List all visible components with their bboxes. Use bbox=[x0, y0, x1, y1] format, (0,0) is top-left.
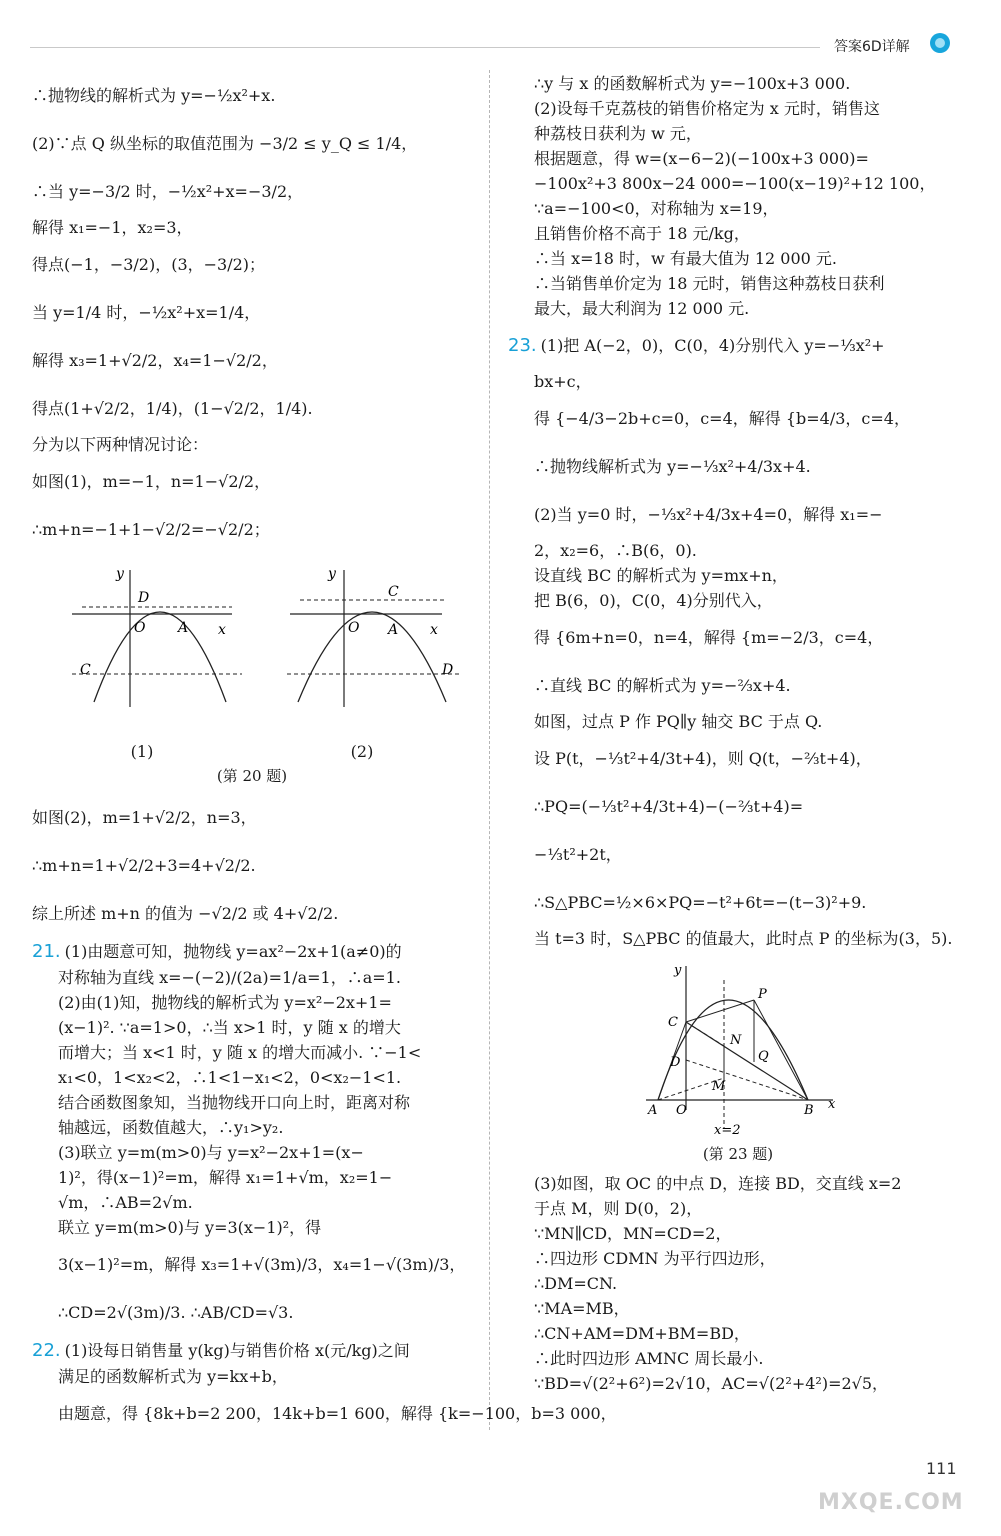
text-line: ∴S△PBC=½×6×PQ=−t²+6t=−(t−3)²+9. bbox=[534, 893, 867, 912]
header-label: 答案6D详解 bbox=[834, 39, 910, 55]
svg-text:x: x bbox=[430, 622, 438, 638]
text-line: (3)联立 y=m(m>0)与 y=x²−2x+1=(x− bbox=[58, 1142, 364, 1162]
text-line: −⅓t²+2t， bbox=[534, 845, 622, 864]
text-line: 综上所述 m+n 的值为 −√2/2 或 4+√2/2. bbox=[32, 903, 339, 923]
text-line: 最大，最大利润为 12 000 元. bbox=[534, 299, 750, 318]
text-line: (2)当 y=0 时，−⅓x²+4/3x+4=0，解得 x₁=− bbox=[534, 505, 883, 524]
logo-icon bbox=[930, 33, 950, 53]
text-line: 对称轴为直线 x=−(−2)/(2a)=1/a=1，∴a=1. bbox=[58, 967, 401, 987]
question-22-number: 22. bbox=[32, 1339, 61, 1361]
watermark: MXQE.COM bbox=[818, 1490, 964, 1515]
figure-23 bbox=[628, 960, 968, 1166]
svg-text:P: P bbox=[758, 987, 767, 1002]
svg-text:A: A bbox=[648, 1103, 658, 1118]
figure-20-label-1: (1) bbox=[130, 741, 154, 761]
graph-2 bbox=[287, 566, 462, 707]
text-line: √m，∴AB=2√m. bbox=[58, 1192, 193, 1212]
svg-text:B: B bbox=[804, 1103, 814, 1118]
figure-20-caption: (第 20 题) bbox=[216, 766, 288, 785]
svg-text:D: D bbox=[442, 662, 454, 678]
text-line: ∴m+n=−1+1−√2/2=−√2/2； bbox=[32, 520, 270, 539]
text-line: ∴当销售单价定为 18 元时，销售这种荔枝日获利 bbox=[534, 274, 885, 293]
header-rule bbox=[30, 47, 820, 48]
text-line: ∴CD=2√(3m)/3. ∴AB/CD=√3. bbox=[58, 1302, 294, 1322]
column-divider bbox=[489, 70, 490, 1430]
text-line: ∴当 x=18 时，w 有最大值为 12 000 元. bbox=[534, 249, 837, 268]
text-line: 得点(−1，−3/2)，(3，−3/2)； bbox=[32, 255, 266, 274]
svg-text:O: O bbox=[348, 620, 360, 636]
text-line: 设直线 BC 的解析式为 y=mx+n， bbox=[534, 566, 788, 585]
svg-text:Q: Q bbox=[758, 1049, 769, 1064]
text-line: 2，x₂=6，∴B(6，0). bbox=[534, 541, 697, 560]
text-line: ∴抛物线的解析式为 y=−½x²+x. bbox=[32, 86, 276, 105]
text-line: ∴CN+AM=DM+BM=BD， bbox=[534, 1324, 750, 1344]
svg-text:y: y bbox=[116, 566, 124, 582]
text-line: 得 {−4/3−2b+c=0，c=4，解得 {b=4/3，c=4， bbox=[534, 409, 910, 428]
question-23-line bbox=[508, 322, 968, 370]
text-line: 把 B(6，0)，C(0，4)分别代入， bbox=[534, 591, 773, 610]
text-line: 且销售价格不高于 18 元/kg， bbox=[534, 224, 750, 243]
text-line: (2)由(1)知，抛物线的解析式为 y=x²−2x+1= bbox=[58, 992, 392, 1012]
text-line: 而增大；当 x<1 时，y 随 x 的增大而减小. ∵−1< bbox=[58, 1042, 422, 1062]
question-23-number: 23. bbox=[508, 335, 537, 356]
text-line: 得点(1+√2/2，1/4)，(1−√2/2，1/4). bbox=[32, 399, 313, 418]
text-line: ∵MN∥CD，MN=CD=2， bbox=[534, 1224, 732, 1244]
text-line: 轴越远，函数值越大，∴y₁>y₂. bbox=[58, 1117, 284, 1137]
text-line: ∴m+n=1+√2/2+3=4+√2/2. bbox=[32, 855, 256, 875]
graph-1 bbox=[72, 566, 242, 707]
text-line: ∵BD=√(2²+6²)=2√10，AC=√(2²+4²)=2√5， bbox=[534, 1374, 889, 1394]
right-column bbox=[508, 72, 968, 1397]
text-line: x₁<0，1<x₂<2，∴1<1−x₁<2，0<x₂−1<1. bbox=[58, 1067, 402, 1087]
svg-text:D: D bbox=[138, 590, 150, 606]
text-line: 于点 M，则 D(0，2)， bbox=[534, 1199, 703, 1219]
text-line: 当 t=3 时，S△PBC 的值最大，此时点 P 的坐标为(3，5). bbox=[534, 929, 953, 948]
figure-23-caption: (第 23 题) bbox=[702, 1144, 774, 1163]
svg-text:C: C bbox=[80, 662, 91, 678]
text-line: 如图(2)，m=1+√2/2，n=3， bbox=[32, 807, 257, 827]
svg-text:A: A bbox=[388, 622, 399, 638]
text-line: 如图，过点 P 作 PQ∥y 轴交 BC 于点 Q. bbox=[534, 712, 823, 731]
text-line: (2)∵点 Q 纵坐标的取值范围为 −3/2 ≤ y_Q ≤ 1/4， bbox=[32, 134, 418, 153]
text-line: 如图(1)，m=−1，n=1−√2/2， bbox=[32, 472, 271, 491]
text-line: ∴直线 BC 的解析式为 y=−⅔x+4. bbox=[534, 676, 791, 695]
text-line: ∴抛物线解析式为 y=−⅓x²+4/3x+4. bbox=[534, 457, 811, 476]
text-line: (1)由题意可知，抛物线 y=ax²−2x+1(a≠0)的 bbox=[64, 941, 402, 961]
svg-text:O: O bbox=[676, 1103, 687, 1118]
page-number: 111 bbox=[926, 1459, 957, 1478]
svg-text:x: x bbox=[828, 1097, 836, 1112]
svg-text:N: N bbox=[730, 1033, 742, 1048]
text-line: 解得 x₃=1+√2/2，x₄=1−√2/2， bbox=[32, 351, 278, 370]
text-line: 根据题意，得 w=(x−6−2)(−100x+3 000)= bbox=[534, 149, 869, 168]
svg-text:M: M bbox=[712, 1079, 726, 1094]
text-line: bx+c， bbox=[534, 372, 592, 391]
text-line: ∵MA=MB， bbox=[534, 1299, 630, 1319]
svg-text:O: O bbox=[134, 620, 146, 636]
text-line: (x−1)². ∵a=1>0，∴当 x>1 时，y 随 x 的增大 bbox=[58, 1017, 401, 1037]
figure-23-graph bbox=[628, 960, 848, 1135]
text-line: 联立 y=m(m>0)与 y=3(x−1)²，得 bbox=[58, 1217, 322, 1237]
text-line: (2)设每千克荔枝的销售价格定为 x 元时，销售这 bbox=[534, 99, 880, 118]
text-line: 结合函数图象知，当抛物线开口向上时，距离对称 bbox=[58, 1092, 411, 1112]
text-line: ∴DM=CN. bbox=[534, 1274, 618, 1294]
text-line: ∴y 与 x 的函数解析式为 y=−100x+3 000. bbox=[534, 74, 851, 93]
text-line: 3(x−1)²=m，解得 x₃=1+√(3m)/3，x₄=1−√(3m)/3， bbox=[58, 1254, 466, 1274]
text-line: ∴PQ=(−⅓t²+4/3t+4)−(−⅔t+4)= bbox=[534, 797, 804, 816]
text-line: 得 {6m+n=0，n=4，解得 {m=−2/3，c=4， bbox=[534, 628, 884, 647]
text-line: −100x²+3 800x−24 000=−100(x−19)²+12 100， bbox=[534, 174, 936, 193]
text-line: 解得 x₁=−1，x₂=3， bbox=[32, 218, 193, 237]
figure-20-graphs bbox=[32, 562, 472, 732]
question-21-number: 21. bbox=[32, 940, 61, 962]
svg-text:C: C bbox=[668, 1015, 678, 1030]
text-line: 由题意，得 {8k+b=2 200，14k+b=1 600，解得 {k=−100，b=3 000， bbox=[58, 1403, 617, 1423]
figure-20-label-2: (2) bbox=[350, 741, 374, 761]
question-22-line bbox=[32, 1337, 480, 1365]
svg-text:x: x bbox=[218, 622, 226, 638]
text-line: ∴当 y=−3/2 时，−½x²+x=−3/2， bbox=[32, 182, 304, 201]
text-line: (3)如图，取 OC 的中点 D，连接 BD，交直线 x=2 bbox=[534, 1174, 902, 1194]
svg-text:D: D bbox=[670, 1055, 681, 1070]
text-line: 满足的函数解析式为 y=kx+b， bbox=[58, 1366, 288, 1386]
svg-text:x=2: x=2 bbox=[714, 1123, 741, 1135]
text-line: ∵a=−100<0，对称轴为 x=19， bbox=[534, 199, 779, 218]
text-line: 1)²，得(x−1)²=m，解得 x₁=1+√m，x₂=1− bbox=[58, 1167, 393, 1187]
svg-text:y: y bbox=[328, 566, 336, 582]
text-line: 设 P(t，−⅓t²+4/3t+4)，则 Q(t，−⅔t+4)， bbox=[534, 749, 872, 768]
text-line: 分为以下两种情况讨论： bbox=[32, 435, 209, 454]
figure-20 bbox=[32, 562, 480, 788]
svg-text:C: C bbox=[388, 584, 399, 600]
svg-text:A: A bbox=[178, 620, 189, 636]
text-line: (1)设每日销售量 y(kg)与销售价格 x(元/kg)之间 bbox=[64, 1340, 410, 1360]
text-line: (1)把 A(−2，0)，C(0，4)分别代入 y=−⅓x²+ bbox=[540, 336, 885, 355]
svg-text:y: y bbox=[674, 963, 682, 978]
text-line: ∴此时四边形 AMNC 周长最小. bbox=[534, 1349, 764, 1369]
text-line: 种荔枝日获利为 w 元， bbox=[534, 124, 702, 143]
question-21-line bbox=[32, 938, 480, 966]
text-line: 当 y=1/4 时，−½x²+x=1/4， bbox=[32, 303, 261, 322]
text-line: ∴四边形 CDMN 为平行四边形， bbox=[534, 1249, 776, 1269]
